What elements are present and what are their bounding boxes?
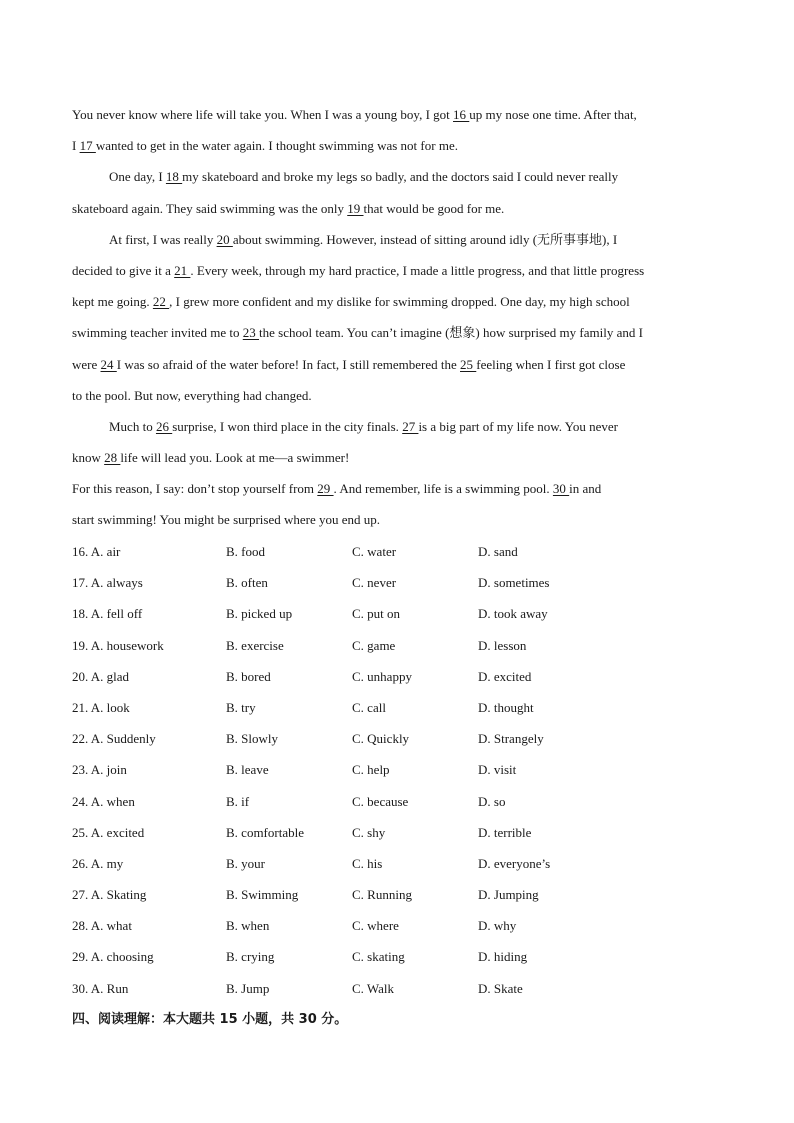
option-b: B. comfortable — [226, 824, 304, 840]
option-b: B. leave — [226, 762, 269, 778]
option-c: C. help — [352, 762, 390, 778]
option-c: C. call — [352, 699, 386, 715]
passage-line — [72, 161, 722, 192]
passage-text: , I grew more confident and my dislike for swimming dropped. One day, my high school — [169, 294, 630, 310]
option-d: D. sometimes — [478, 575, 550, 591]
option-a: 30. A. Run — [72, 980, 129, 996]
option-a: 25. A. excited — [72, 824, 145, 840]
passage-text: the school team. You can’t imagine (想象) how surprised my family and I — [259, 325, 643, 341]
option-c: C. because — [352, 793, 409, 809]
passage-text: know — [72, 450, 105, 466]
answer-options — [72, 536, 722, 1004]
question-option-row — [72, 910, 722, 941]
passage-text: For this reason, I say: don’t stop yourself from — [72, 481, 318, 497]
option-b: B. if — [226, 793, 250, 809]
option-a: 20. A. glad — [72, 668, 130, 684]
passage-line — [72, 411, 722, 442]
passage-text: swimming teacher invited me to — [72, 325, 243, 341]
question-option-row — [72, 879, 722, 910]
passage-text: that would be good for me. — [363, 200, 505, 216]
blank-28: 28 — [104, 450, 121, 466]
option-b: B. Jump — [226, 980, 270, 996]
blank-24: 24 — [100, 356, 117, 372]
option-c: C. game — [352, 637, 396, 653]
option-c: C. where — [352, 918, 399, 934]
passage-line — [72, 130, 722, 161]
question-option-row — [72, 692, 722, 723]
option-d: D. lesson — [478, 637, 527, 653]
option-b: B. when — [226, 918, 270, 934]
option-b: B. picked up — [226, 606, 293, 622]
option-d: D. excited — [478, 668, 532, 684]
option-d: D. Jumping — [478, 887, 539, 903]
passage-text: were — [72, 356, 101, 372]
passage-text: life will lead you. Look at me—a swimmer! — [120, 450, 350, 466]
passage-text: Much to — [109, 418, 156, 434]
blank-26: 26 — [155, 418, 173, 434]
passage-line — [72, 442, 722, 473]
option-a: 22. A. Suddenly — [72, 731, 156, 747]
option-d: D. visit — [478, 762, 517, 778]
option-a: 24. A. when — [72, 793, 135, 809]
blank-16: 16 — [453, 107, 470, 122]
cloze-passage — [72, 99, 722, 536]
option-d: D. took away — [478, 606, 548, 622]
passage-line — [72, 224, 722, 255]
option-d: D. thought — [478, 699, 534, 715]
blank-17: 17 — [79, 138, 96, 154]
section-heading: 四、阅读理解：本大题共 15 小题，共 30 分。 — [72, 1012, 348, 1027]
option-d: D. so — [478, 793, 506, 809]
passage-text: my skateboard and broke my legs so badly, and the doctors said I could never really — [182, 169, 619, 185]
passage-line — [72, 380, 722, 411]
option-c: C. Walk — [352, 980, 395, 996]
question-option-row — [72, 723, 722, 754]
blank-20: 20 — [216, 231, 233, 247]
blank-18: 18 — [165, 169, 183, 185]
option-a: 28. A. what — [72, 918, 132, 934]
passage-text: I was so afraid of the water before! In fact, I still remembered the — [116, 356, 461, 372]
passage-line — [72, 255, 722, 286]
option-a: 17. A. always — [72, 575, 143, 591]
option-a: 19. A. housework — [72, 637, 164, 653]
option-b: B. food — [226, 544, 265, 559]
passage-text: wanted to get in the water again. I thought swimming was not for me. — [95, 138, 458, 154]
option-b: B. Swimming — [226, 887, 299, 903]
option-c: C. Running — [352, 887, 412, 903]
question-option-row — [72, 536, 722, 567]
passage-text: . Every week, through my hard practice, I made a little progress, and that little progress — [190, 262, 645, 278]
option-b: B. try — [226, 699, 256, 715]
option-d: D. why — [478, 918, 517, 934]
question-option-row — [72, 973, 722, 1004]
blank-25: 25 — [460, 356, 477, 372]
passage-text: . And remember, life is a swimming pool. — [333, 481, 553, 497]
option-a: 29. A. choosing — [72, 949, 154, 965]
option-c: C. Quickly — [352, 731, 410, 747]
question-option-row — [72, 630, 722, 661]
passage-line — [72, 193, 722, 224]
blank-21: 21 — [174, 262, 191, 278]
option-d: D. everyone’s — [478, 855, 551, 871]
blank-22: 22 — [152, 294, 170, 310]
question-option-row — [72, 941, 722, 972]
passage-text: up my nose one time. After that, — [469, 107, 637, 122]
question-option-row — [72, 817, 722, 848]
option-d: D. Skate — [478, 980, 523, 996]
passage-text: I — [72, 138, 80, 154]
passage-text: One day, I — [109, 169, 166, 185]
option-d: D. sand — [478, 544, 518, 559]
passage-line — [72, 349, 722, 380]
option-c: C. his — [352, 855, 383, 871]
question-option-row — [72, 848, 722, 879]
option-b: B. crying — [226, 949, 275, 965]
blank-19: 19 — [347, 200, 364, 216]
option-c: C. skating — [352, 949, 405, 965]
option-a: 18. A. fell off — [72, 606, 143, 622]
option-d: D. Strangely — [478, 731, 544, 747]
passage-line — [72, 473, 722, 504]
passage-text: is a big part of my life now. You never — [418, 418, 618, 434]
option-b: B. exercise — [226, 637, 284, 653]
option-c: C. water — [352, 544, 397, 559]
option-c: C. put on — [352, 606, 401, 622]
passage-text: to the pool. But now, everything had changed. — [72, 387, 312, 403]
option-a: 26. A. my — [72, 855, 124, 871]
question-option-row — [72, 661, 722, 692]
passage-line — [72, 317, 722, 348]
passage-text: skateboard again. They said swimming was the only — [72, 200, 348, 216]
option-b: B. Slowly — [226, 731, 279, 747]
passage-line — [72, 504, 722, 535]
option-c: C. unhappy — [352, 668, 412, 684]
passage-text: At first, I was really — [109, 231, 217, 247]
blank-29: 29 — [317, 481, 334, 497]
option-b: B. bored — [226, 668, 271, 684]
passage-text: about swimming. However, instead of sitting around idly (无所事事地), I — [232, 231, 618, 247]
passage-text: feeling when I first got close — [476, 356, 626, 372]
blank-27: 27 — [402, 418, 419, 434]
passage-line — [72, 99, 722, 130]
option-d: D. hiding — [478, 949, 528, 965]
option-c: C. never — [352, 575, 397, 591]
blank-23: 23 — [242, 325, 260, 341]
question-option-row — [72, 598, 722, 629]
passage-text: kept me going. — [72, 294, 153, 310]
passage-text: decided to give it a — [72, 262, 175, 278]
question-option-row — [72, 786, 722, 817]
option-c: C. shy — [352, 824, 386, 840]
passage-text: You never know where life will take you. When I was a young boy, I got — [72, 107, 454, 122]
option-a: 16. A. air — [72, 544, 121, 559]
passage-text: surprise, I won third place in the city finals. — [172, 418, 403, 434]
passage-text: start swimming! You might be surprised where you end up. — [72, 512, 381, 528]
option-a: 21. A. look — [72, 699, 130, 715]
question-option-row — [72, 567, 722, 598]
question-option-row — [72, 754, 722, 785]
option-b: B. your — [226, 855, 265, 871]
option-a: 23. A. join — [72, 762, 127, 778]
blank-30: 30 — [552, 481, 570, 497]
option-b: B. often — [226, 575, 268, 591]
passage-line — [72, 286, 722, 317]
option-d: D. terrible — [478, 824, 532, 840]
option-a: 27. A. Skating — [72, 887, 147, 903]
passage-text: in and — [569, 481, 602, 497]
